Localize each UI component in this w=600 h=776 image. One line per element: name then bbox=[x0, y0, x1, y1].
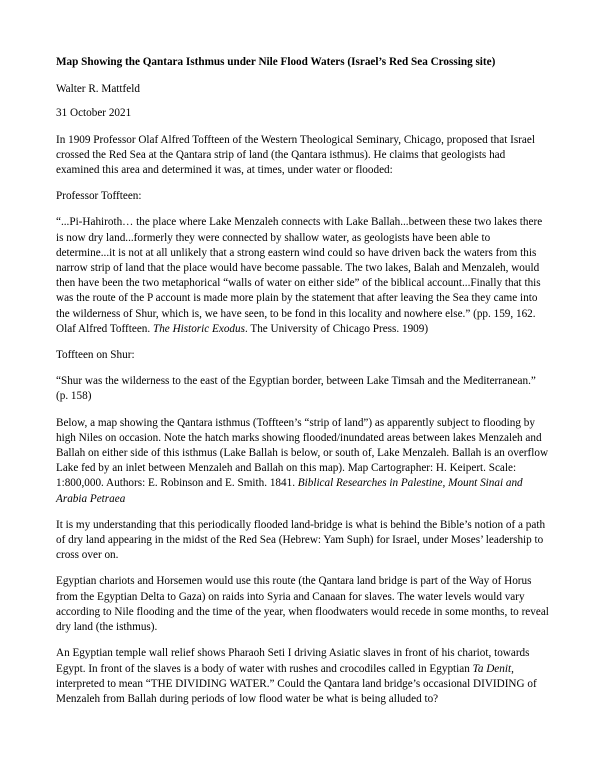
quote-citation: . The University of Chicago Press. 1909) bbox=[244, 322, 429, 335]
paragraph-understanding: It is my understanding that this periodically flooded land-bridge is what is behind the Bible’s notion of a path of dry land appearing in the midst of the Red Sea (Hebrew: Yam Suph) for Israel, under Moses’ leadership to cross over on. bbox=[56, 518, 546, 562]
heading-shur: Toffteen on Shur: bbox=[56, 349, 135, 362]
quote-text: “...Pi-Hahiroth… the place where Lake Menzaleh connects with Lake Ballah...between these two lakes there is now dry land...formerly they were connected by shallow water, as geologists have been able to determine...it is not at all unlikely that a strong eastern wind could so have driven back the waters from this narrow strip of land that the place would have become passable. The two lakes, Balah and Menzaleh, would then have been the two metaphorical “walls of water on either side” of the biblical account...Finally that this was the route of the P account is made more plain by the statement that after leaving the Sea they came into the wilderness of Shur, which is, we have seen, to be fond in this locality and nowhere else.” (pp. 159, 162. Olaf Alfred Toffteen. bbox=[56, 216, 543, 335]
paragraph-intro: In 1909 Professor Olaf Alfred Toffteen of the Western Theological Seminary, Chicago, proposed that Israel crossed the Red Sea at the Qantara strip of land (the Qantara isthmus). He claims that geologists had examined this area and determined it was, at times, under water or flooded: bbox=[56, 133, 535, 177]
egyptian-term: Ta Denit bbox=[472, 662, 512, 675]
relief-text-end: , interpreted to mean “THE DIVIDING WATER.” Could the Qantara land bridge’s occasional DIVIDING of Menzaleh from Ballah during periods of low flood water be what is being alluded to? bbox=[56, 662, 537, 705]
paragraph-relief bbox=[56, 646, 550, 707]
paragraph-chariots: Egyptian chariots and Horsemen would use this route (the Qantara land bridge is part of the Way of Horus from the Egyptian Delta to Gaza) on raids into Syria and Canaan for slaves. The water levels would vary according to Nile flooding and the time of the year, when floodwaters would recede in some months, to reveal dry land (the isthmus). bbox=[56, 575, 549, 634]
document-date: 31 October 2021 bbox=[56, 107, 132, 120]
document-title: Map Showing the Qantara Isthmus under Nile Flood Waters (Israel’s Red Sea Crossing site) bbox=[56, 56, 496, 68]
relief-text-start: An Egyptian temple wall relief shows Pharaoh Seti I driving Asiatic slaves in front of his chariot, towards Egypt. In front of the slaves is a body of water with rushes and crocodiles called in Egyptian bbox=[56, 647, 530, 675]
document-author: Walter R. Mattfeld bbox=[56, 83, 140, 96]
document-body bbox=[56, 55, 550, 718]
quote-toffteen bbox=[56, 215, 550, 337]
heading-toffteen: Professor Toffteen: bbox=[56, 190, 142, 203]
paragraph-map bbox=[56, 416, 550, 507]
book-title-biblical-researches: Biblical Researches in Palestine, Mount Sinai and Arabia Petraea bbox=[56, 477, 523, 505]
quote-shur: “Shur was the wilderness to the east of the Egyptian border, between Lake Timsah and the Mediterranean.” (p. 158) bbox=[56, 375, 536, 403]
book-title-historic-exodus: The Historic Exodus bbox=[152, 322, 245, 335]
map-description: Below, a map showing the Qantara isthmus (Toffteen’s “strip of land”) as apparently subject to flooding by high Niles on occasion. Note the hatch marks showing flooded/inundated areas between lakes Menzaleh and Ballah on either side of this isthmus (Lake Ballah is below, or south of, Lake Menzaleh. Ballah is an overflow Lake fed by an inlet between Menzaleh and Ballah on this map). Map Cartographer: H. Keipert. Scale: 1:800,000. Authors: E. Robinson and E. Smith. 1841. bbox=[56, 416, 549, 490]
